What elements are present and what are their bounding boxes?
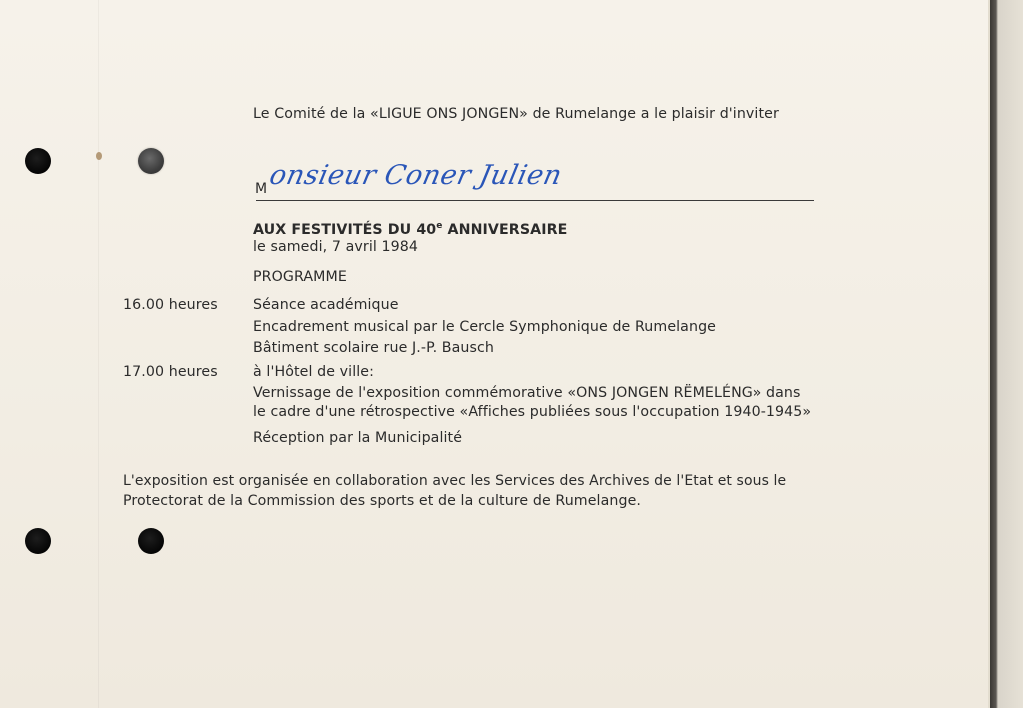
event-title-post: ANNIVERSAIRE [442,222,568,238]
event-date: le samedi, 7 avril 1984 [253,239,419,255]
schedule-line: Réception par la Municipalité [253,430,463,446]
schedule-line: à l'Hôtel de ville: [253,364,375,380]
footer-line: Protectorat de la Commission des sports et de la culture de Rumelange. [123,493,642,509]
punch-hole-top-right [138,148,164,174]
punch-hole-top-left [25,148,51,174]
event-title-pre: AUX FESTIVITÉS DU 40 [253,222,437,238]
card-edge [990,0,1023,708]
handwritten-name: onsieur Coner Julien [266,160,565,191]
schedule-time-2: 17.00 heures [123,364,218,380]
schedule-line: Séance académique [253,297,399,313]
schedule-line: Encadrement musical par le Cercle Symphonique de Rumelange [253,319,717,335]
event-title-superscript: e [436,221,443,231]
schedule-line: Vernissage de l'exposition commémorative «ONS JONGEN RËMELÉNG» dans [253,385,801,401]
salutation-prefix: M [255,181,268,197]
event-title [253,221,567,238]
schedule-line: Bâtiment scolaire rue J.-P. Bausch [253,340,494,356]
paper-crease [98,0,99,708]
paper-stain [96,152,102,160]
name-line [256,200,814,201]
footer-line: L'exposition est organisée en collaboration avec les Services des Archives de l'Etat et sous le [123,473,787,489]
programme-heading: PROGRAMME [253,269,347,285]
schedule-time-1: 16.00 heures [123,297,218,313]
punch-hole-bottom-left [25,528,51,554]
punch-hole-bottom-right [138,528,164,554]
schedule-line: le cadre d'une rétrospective «Affiches publiées sous l'occupation 1940-1945» [253,404,812,420]
intro-text: Le Comité de la «LIGUE ONS JONGEN» de Rumelange a le plaisir d'inviter [253,106,779,122]
